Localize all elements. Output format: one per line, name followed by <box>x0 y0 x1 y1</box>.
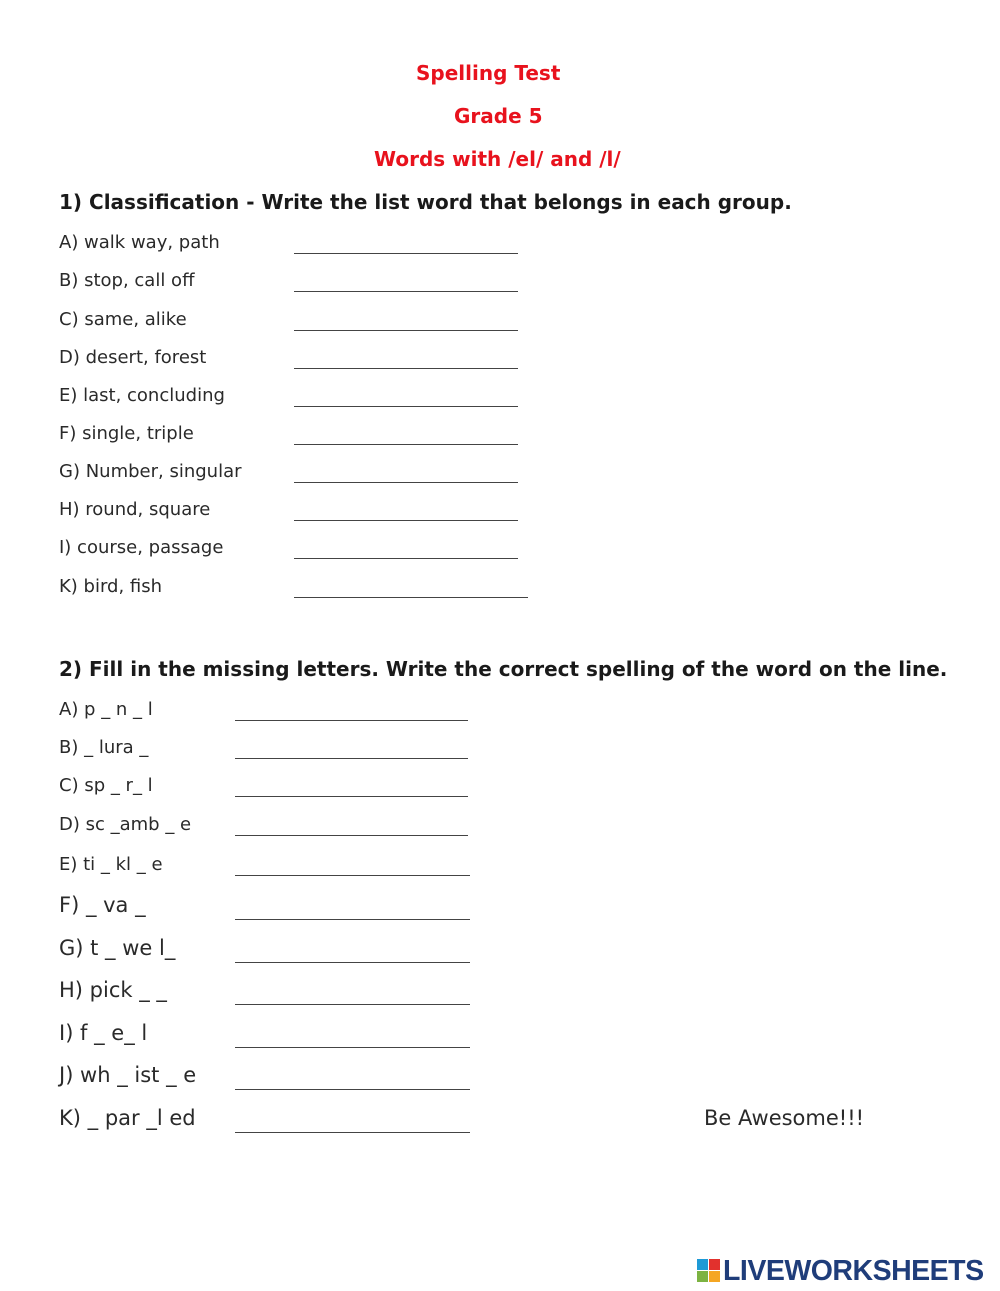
answer-line[interactable] <box>294 330 518 331</box>
missing-letters-prompt: D) sc _amb _ e <box>59 814 192 835</box>
classification-prompt: G) Number, singular <box>59 461 242 482</box>
answer-line[interactable] <box>235 1089 470 1090</box>
missing-letters-prompt: H) pick _ _ <box>59 978 167 1002</box>
answer-line[interactable] <box>235 919 470 920</box>
classification-prompt: D) desert, forest <box>59 347 207 368</box>
missing-letters-prompt: F) _ va _ <box>59 893 146 917</box>
missing-letters-prompt: E) ti _ kl _ e <box>59 854 163 875</box>
worksheet-title: Spelling Test <box>416 61 561 85</box>
missing-letters-prompt: J) wh _ ist _ e <box>59 1063 197 1087</box>
answer-line[interactable] <box>294 558 518 559</box>
logo-text: LIVEWORKSHEETS <box>723 1255 984 1287</box>
classification-prompt: B) stop, call off <box>59 270 195 291</box>
closing-message: Be Awesome!!! <box>704 1106 865 1130</box>
missing-letters-prompt: B) _ lura _ <box>59 737 149 758</box>
classification-prompt: K) bird, fish <box>59 576 163 597</box>
answer-line[interactable] <box>294 406 518 407</box>
section-2-heading: 2) Fill in the missing letters. Write the correct spelling of the word on the line. <box>59 657 948 681</box>
missing-letters-prompt: K) _ par _l ed <box>59 1106 196 1130</box>
classification-prompt: I) course, passage <box>59 537 224 558</box>
answer-line[interactable] <box>235 758 468 759</box>
answer-line[interactable] <box>235 1004 470 1005</box>
missing-letters-prompt: C) sp _ r_ l <box>59 775 153 796</box>
classification-prompt: F) single, triple <box>59 423 194 444</box>
section-1-heading: 1) Classification - Write the list word that belongs in each group. <box>59 190 792 214</box>
answer-line[interactable] <box>294 253 518 254</box>
answer-line[interactable] <box>294 520 518 521</box>
missing-letters-prompt: I) f _ e_ l <box>59 1021 148 1045</box>
classification-prompt: C) same, alike <box>59 309 187 330</box>
answer-line[interactable] <box>294 597 528 598</box>
answer-line[interactable] <box>235 1132 470 1133</box>
classification-prompt: H) round, square <box>59 499 211 520</box>
answer-line[interactable] <box>294 482 518 483</box>
answer-line[interactable] <box>294 291 518 292</box>
classification-prompt: E) last, concluding <box>59 385 225 406</box>
missing-letters-prompt: G) t _ we l_ <box>59 936 176 960</box>
answer-line[interactable] <box>294 444 518 445</box>
liveworksheets-blocks-icon <box>697 1259 721 1283</box>
classification-prompt: A) walk way, path <box>59 232 220 253</box>
answer-line[interactable] <box>235 835 468 836</box>
answer-line[interactable] <box>235 875 470 876</box>
grade-label: Grade 5 <box>454 104 543 128</box>
missing-letters-prompt: A) p _ n _ l <box>59 699 153 720</box>
answer-line[interactable] <box>235 1047 470 1048</box>
liveworksheets-logo <box>697 1254 993 1288</box>
worksheet-subtitle: Words with /el/ and /l/ <box>374 147 621 171</box>
answer-line[interactable] <box>235 796 468 797</box>
answer-line[interactable] <box>235 962 470 963</box>
answer-line[interactable] <box>294 368 518 369</box>
answer-line[interactable] <box>235 720 468 721</box>
